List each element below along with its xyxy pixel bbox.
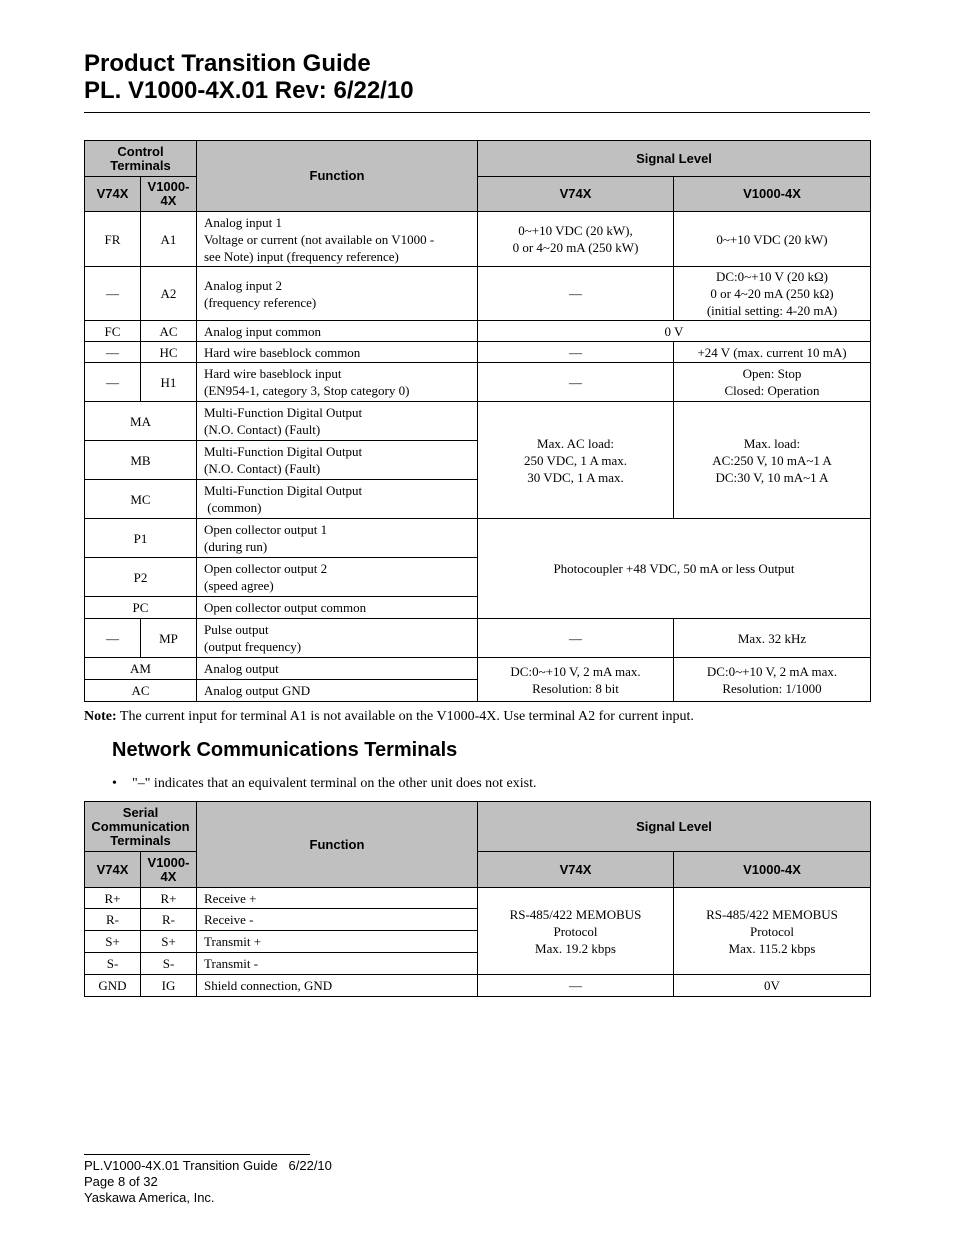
- open-collector-signal: Photocoupler +48 VDC, 50 mA or less Output: [478, 519, 871, 619]
- control-terminals-table: [84, 140, 871, 702]
- function-cell: Analog input 1 Voltage or current (not available on V1000 - see Note) input (frequency reference): [197, 212, 478, 267]
- v1000-terminal-header: V1000-4X: [141, 852, 197, 888]
- v1000-terminal: S-: [141, 953, 197, 975]
- analog-out-v1000-signal: DC:0~+10 V, 2 mA max. Resolution: 1/1000: [674, 658, 871, 702]
- v74x-signal: —: [478, 267, 674, 321]
- v1000-signal: +24 V (max. current 10 mA): [674, 342, 871, 363]
- v74x-terminal: S-: [85, 953, 141, 975]
- v74x-terminal: GND: [85, 975, 141, 997]
- v74x-signal-header: V74X: [478, 177, 674, 212]
- v1000-signal: Max. 32 kHz: [674, 619, 871, 658]
- function-cell: Analog output: [197, 658, 478, 680]
- v1000-signal-header: V1000-4X: [674, 177, 871, 212]
- function-cell: Analog input common: [197, 321, 478, 342]
- relay-v1000-signal: Max. load: AC:250 V, 10 mA~1 A DC:30 V, 10 mA~1 A: [674, 402, 871, 519]
- function-cell: Receive -: [197, 909, 478, 931]
- table-row: [85, 658, 871, 680]
- v74x-terminal: —: [85, 342, 141, 363]
- title-rule: [84, 112, 870, 113]
- v74x-terminal: FC: [85, 321, 141, 342]
- network-terminals-table: [84, 801, 871, 997]
- v74x-terminal: —: [85, 363, 141, 402]
- v74x-terminal: FR: [85, 212, 141, 267]
- shared-terminal: P1: [85, 519, 197, 558]
- function-cell: Shield connection, GND: [197, 975, 478, 997]
- shared-terminal: MC: [85, 480, 197, 519]
- function-cell: Transmit -: [197, 953, 478, 975]
- table-row: [85, 267, 871, 321]
- rs485-v74x-signal: RS-485/422 MEMOBUS Protocol Max. 19.2 kbps: [478, 888, 674, 975]
- function-cell: Pulse output (output frequency): [197, 619, 478, 658]
- v1000-terminal: AC: [141, 321, 197, 342]
- v1000-signal: Open: Stop Closed: Operation: [674, 363, 871, 402]
- shared-terminal: P2: [85, 558, 197, 597]
- serial-terminals-header: Serial Communication Terminals: [85, 802, 197, 852]
- v74x-terminal: R-: [85, 909, 141, 931]
- v74x-signal: —: [478, 363, 674, 402]
- function-cell: Transmit +: [197, 931, 478, 953]
- footer: [84, 1158, 332, 1206]
- function-cell: Open collector output common: [197, 597, 478, 619]
- function-header: Function: [197, 802, 478, 888]
- footer-doc-ref: PL.V1000-4X.01 Transition Guide 6/22/10: [84, 1158, 332, 1173]
- title-line-2: PL. V1000-4X.01 Rev: 6/22/10: [84, 77, 414, 104]
- v1000-signal: DC:0~+10 V (20 kΩ) 0 or 4~20 mA (250 kΩ) (initial setting: 4-20 mA): [674, 267, 871, 321]
- table-row: [85, 975, 871, 997]
- control-terminals-header: Control Terminals: [85, 141, 197, 177]
- note-body: The current input for terminal A1 is not available on the V1000-4X. Use terminal A2 for current input.: [116, 709, 694, 724]
- v1000-terminal: H1: [141, 363, 197, 402]
- v74x-terminal: R+: [85, 888, 141, 909]
- function-cell: Analog output GND: [197, 680, 478, 702]
- v74x-signal-header: V74X: [478, 852, 674, 888]
- v1000-terminal: MP: [141, 619, 197, 658]
- table-row: [85, 321, 871, 342]
- v1000-terminal: S+: [141, 931, 197, 953]
- function-cell: Open collector output 2 (speed agree): [197, 558, 478, 597]
- v1000-terminal: HC: [141, 342, 197, 363]
- v74x-terminal: S+: [85, 931, 141, 953]
- page-title: [84, 50, 874, 104]
- signal-level-header: Signal Level: [478, 141, 871, 177]
- analog-out-v74x-signal: DC:0~+10 V, 2 mA max. Resolution: 8 bit: [478, 658, 674, 702]
- v74x-terminal: —: [85, 267, 141, 321]
- footer-rule: [84, 1154, 310, 1155]
- v74x-signal: —: [478, 975, 674, 997]
- v1000-terminal-header: V1000-4X: [141, 177, 197, 212]
- note-text: [84, 708, 870, 726]
- function-cell: Multi-Function Digital Output (common): [197, 480, 478, 519]
- bullet-item: [112, 775, 852, 793]
- v1000-signal: 0V: [674, 975, 871, 997]
- bullet-icon: •: [112, 776, 117, 791]
- shared-terminal: MA: [85, 402, 197, 441]
- relay-v74x-signal: Max. AC load: 250 VDC, 1 A max. 30 VDC, 1 A max.: [478, 402, 674, 519]
- shared-terminal: AM: [85, 658, 197, 680]
- function-cell: Analog input 2 (frequency reference): [197, 267, 478, 321]
- function-header: Function: [197, 141, 478, 212]
- title-line-1: Product Transition Guide: [84, 50, 371, 77]
- function-cell: Hard wire baseblock input (EN954-1, category 3, Stop category 0): [197, 363, 478, 402]
- v74x-terminal-header: V74X: [85, 852, 141, 888]
- bullet-text: "–" indicates that an equivalent terminal on the other unit does not exist.: [132, 776, 537, 791]
- function-cell: Multi-Function Digital Output (N.O. Contact) (Fault): [197, 441, 478, 480]
- function-cell: Multi-Function Digital Output (N.O. Contact) (Fault): [197, 402, 478, 441]
- shared-terminal: PC: [85, 597, 197, 619]
- v1000-terminal: R+: [141, 888, 197, 909]
- v1000-terminal: IG: [141, 975, 197, 997]
- function-cell: Hard wire baseblock common: [197, 342, 478, 363]
- note-label: Note:: [84, 709, 117, 724]
- table-row: [85, 402, 871, 441]
- shared-terminal: MB: [85, 441, 197, 480]
- shared-terminal: AC: [85, 680, 197, 702]
- table-row: [85, 519, 871, 558]
- signal-level-header: Signal Level: [478, 802, 871, 852]
- v74x-signal: —: [478, 342, 674, 363]
- v1000-terminal: R-: [141, 909, 197, 931]
- v1000-signal-header: V1000-4X: [674, 852, 871, 888]
- footer-company: Yaskawa America, Inc.: [84, 1190, 215, 1205]
- v74x-signal: —: [478, 619, 674, 658]
- v74x-terminal: —: [85, 619, 141, 658]
- v1000-terminal: A1: [141, 212, 197, 267]
- v74x-terminal-header: V74X: [85, 177, 141, 212]
- function-cell: Open collector output 1 (during run): [197, 519, 478, 558]
- function-cell: Receive +: [197, 888, 478, 909]
- table-row: [85, 619, 871, 658]
- signal-level-both: 0 V: [478, 321, 871, 342]
- v1000-terminal: A2: [141, 267, 197, 321]
- v74x-signal: 0~+10 VDC (20 kW), 0 or 4~20 mA (250 kW): [478, 212, 674, 267]
- v1000-signal: 0~+10 VDC (20 kW): [674, 212, 871, 267]
- footer-page-number: Page 8 of 32: [84, 1174, 158, 1189]
- table-row: [85, 888, 871, 909]
- table-row: [85, 363, 871, 402]
- section-heading: Network Communications Terminals: [112, 739, 458, 761]
- table-row: [85, 342, 871, 363]
- rs485-v1000-signal: RS-485/422 MEMOBUS Protocol Max. 115.2 kbps: [674, 888, 871, 975]
- table-row: [85, 212, 871, 267]
